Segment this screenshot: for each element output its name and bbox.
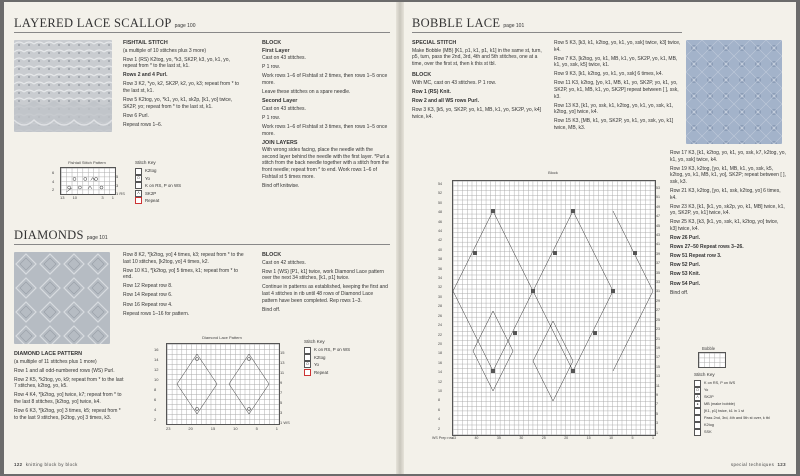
bobble-row: Row 9 K3, [k1, k2tog, yo, k1, yo, ssk] 6 times, k4. — [554, 71, 663, 78]
row-label: 10 — [438, 388, 442, 393]
row-label: 27 — [656, 308, 660, 313]
diamond-line: Row 10 K1, *[k2tog, yo] 5 times, k1; repeat from * to end. — [123, 267, 239, 281]
row-label: 50 — [438, 200, 442, 205]
bobble-mini-title: Bobble — [702, 346, 716, 351]
chart-symbols — [453, 181, 655, 435]
row-label: 12 — [438, 379, 442, 384]
col-label: 15 — [210, 426, 216, 431]
yo-icon: O — [694, 387, 701, 394]
row-label: 33 — [656, 280, 660, 285]
row-label: 13 — [280, 360, 285, 365]
chart-title: Diamond Lace Pattern — [202, 335, 242, 340]
fishtail-line: Rows 2 and 4 Purl. — [123, 72, 168, 79]
fishtail-line: Row 3 K2, *yo, k2, SK2P, k2, yo, k3; repeat from * to the last st, k1. — [123, 81, 240, 95]
key-item — [135, 182, 181, 189]
row-label: 28 — [438, 304, 442, 309]
block-line: Leave these stitches on a spare needle. — [262, 89, 351, 96]
row-label: 34 — [438, 276, 442, 281]
fishtail-line: (a multiple of 10 stitches plus 3 more) — [123, 47, 207, 54]
row-label: 23 — [656, 327, 660, 332]
row-label: 10 — [154, 377, 159, 382]
key-item — [694, 387, 770, 394]
special-heading: SPECIAL STITCH — [412, 40, 457, 46]
col-label: 3 — [101, 195, 104, 200]
row-label: 7 — [280, 390, 283, 395]
row-label: 49 — [656, 204, 660, 209]
diamond-line: (a multiple of 11 stitches plus 1 more) — [14, 358, 97, 365]
row-label: 19 — [656, 345, 660, 350]
row-label: 12 — [154, 367, 159, 372]
fishtail-line: Row 5 K2tog, yo, *k1, yo, k1, sk2p, [k1, yo] twice, SK2P, yo; repeat from * to the last st, k1. — [123, 97, 233, 110]
row-label: 3 — [116, 182, 119, 188]
chart-grid — [452, 180, 656, 436]
bobble-swatch — [686, 40, 782, 144]
chart-title: Block — [548, 170, 558, 175]
k2tog-icon — [694, 422, 701, 429]
row-label: 11 — [280, 370, 285, 375]
row-label: 2 — [154, 417, 157, 422]
diamond-rows-cont — [123, 252, 249, 320]
col-label: 5 — [255, 426, 258, 431]
row-label: 4 — [52, 178, 55, 184]
bobble-mini-chart — [698, 352, 726, 368]
ws-prep-label: WS Prep row — [432, 436, 454, 440]
diamond-heading: DIAMOND LACE PATTERN — [14, 351, 83, 357]
join-heading: JOIN LAYERS — [262, 139, 298, 146]
bobble-icon: ● — [694, 401, 701, 408]
row-label: 8 — [154, 387, 157, 392]
bobble-row: Row 5 K3, [k3, k1, k2tog, yo, k1, yo, ssk] twice, k3] twice, k4. — [554, 40, 681, 53]
chart-row-labels — [438, 180, 442, 434]
row-label: 48 — [438, 210, 442, 215]
row-label: 45 — [656, 223, 660, 228]
key-item — [304, 369, 350, 376]
block-line: Cast on 42 stitches. — [262, 259, 306, 266]
row-label: 6 — [154, 397, 157, 402]
diamond-line: Row 16 Repeat row 4. — [123, 301, 173, 308]
left-page — [4, 2, 398, 474]
page-ref: page 100 — [174, 23, 196, 29]
col-label: 23 — [166, 426, 171, 431]
lace-scallop-swatch — [14, 40, 112, 132]
diamond-line: Row 1 and all odd-numbered rows (WS) Purl. — [14, 367, 115, 374]
row-label: 7 — [656, 402, 658, 407]
fishtail-line: Row 6 Purl. — [123, 112, 149, 119]
first-layer-title: First Layer — [262, 47, 290, 54]
key-label: Yo — [145, 175, 150, 181]
fishtail-chart — [52, 160, 125, 204]
row-label: 5 — [116, 174, 119, 179]
col-label: 1 — [275, 426, 278, 431]
block-line: Row 3 K3, [k5, yo, SK2P, yo, k1, MB, k1, yo, SK2P, yo, k4] twice, k4. — [412, 107, 542, 120]
row-label: 14 — [438, 370, 442, 375]
key-item — [694, 401, 770, 408]
col-label: 13 — [60, 195, 65, 200]
row-label: 26 — [438, 313, 442, 318]
diamond-stitch-key — [304, 338, 350, 376]
fishtail-line: Repeat rows 1–6. — [123, 121, 163, 128]
row-label: 11 — [656, 383, 660, 388]
chart-title: Fishtail Stitch Pattern — [68, 160, 106, 165]
chart-col-labels — [166, 426, 278, 431]
row-label: 46 — [438, 219, 442, 224]
col-label: 10 — [609, 436, 614, 440]
row-label: 4 — [154, 407, 157, 412]
key-label: K2tog — [314, 354, 326, 360]
row-label: 16 — [154, 347, 159, 352]
diamond-line: Row 2 K5, *k2tog, yo, k9; repeat from * to the last 7 stitches, k2tog, yo, k5. — [14, 376, 124, 390]
row-label: 20 — [438, 341, 442, 346]
col-label: 10 — [72, 195, 78, 200]
row-label: 52 — [438, 191, 442, 196]
row-label: 9 — [280, 380, 283, 385]
row-label: 3 — [280, 410, 283, 415]
col-label: 30 — [519, 436, 524, 440]
block-line: With MC, cast on 43 stitches. P 1 row. — [412, 79, 497, 86]
bobble-row: Row 11 K3, k2tog, [yo, k1, MB, k1, yo, SK2P, yo, k1, yo, SK2P, yo, k1, MB, k1, yo, SK2P] repeat between [ ], ssk, k3. — [554, 80, 679, 100]
key-label: K2tog — [704, 422, 714, 427]
row-label: 1 WS — [280, 420, 290, 425]
row-label: 14 — [154, 357, 159, 362]
fishtail-line: Row 1 (RS) K2tog, yo, *k3, SK2P, k3, yo, k1, yo, repeat from * to the last st, k1. — [123, 56, 230, 70]
key-item — [694, 415, 770, 422]
fishtail-heading: FISHTAIL STITCH — [123, 40, 168, 46]
block-line: Row 1 (RS) Knit. — [412, 89, 451, 96]
knit-icon — [694, 380, 701, 387]
title-rule — [14, 32, 390, 33]
block-heading: BLOCK — [412, 72, 432, 79]
row-label: 39 — [656, 251, 660, 256]
section-title-layered-lace — [14, 16, 196, 31]
yo-icon: O — [304, 361, 311, 368]
col-label: 43 — [452, 436, 456, 440]
bobble-row: Bind off. — [670, 289, 689, 296]
running-footer: special techniques — [730, 462, 775, 467]
row-label: 51 — [656, 195, 660, 200]
key-label: [K1, p1] twice, k1 in 1 st — [704, 408, 745, 413]
key-title: Stitch Key — [694, 372, 715, 377]
bobble-rows-lower — [670, 150, 786, 299]
pass-over-icon — [694, 415, 701, 422]
folio-right — [731, 462, 786, 467]
block-line: Bind off. — [262, 306, 281, 313]
title-text: DIAMONDS — [14, 228, 84, 242]
key-label: K on RS, P on WS — [704, 380, 736, 385]
diamond-swatch — [14, 252, 110, 344]
bobble-block-chart — [438, 170, 666, 444]
bobble-row: Row 19 K3, k2tog, [yo, k1, MB, k1, yo, ssk, k5, k2tog, yo, k1, MB, k1, yo], SK2P; repeat between [ ], ssk, k3. — [670, 165, 786, 185]
row-label: 9 — [656, 392, 658, 397]
sk2p-icon: Λ — [694, 394, 701, 401]
row-label: 13 — [656, 374, 660, 379]
row-label: 1 RS — [116, 191, 125, 197]
diamond-line: Row 8 K2, *[k2tog, yo] 4 times, k3; repeat from * to the last 10 stitches, [k2tog, yo] 4 times, k2. — [123, 252, 244, 265]
folio-left — [14, 462, 78, 467]
knit-icon — [135, 182, 142, 189]
chart-grid — [166, 343, 280, 425]
row-label: 25 — [656, 317, 660, 322]
chart-col-labels — [60, 195, 114, 200]
row-label: 24 — [438, 323, 442, 328]
bobble-rows-text — [554, 40, 682, 134]
chart-row-labels-right — [656, 184, 660, 438]
second-layer-title: Second Layer — [262, 98, 298, 105]
page-number: 123 — [777, 462, 786, 467]
row-label: 54 — [438, 182, 442, 186]
bobble-row: Row 15 K3, [MB, k1, yo, SK2P, yo, k1, yo, ssk, yo, k1] twice, MB, k3. — [554, 118, 674, 132]
row-label: 32 — [438, 285, 442, 290]
row-label: 3 — [656, 421, 658, 426]
block-heading: BLOCK — [262, 252, 282, 258]
row-label: 17 — [656, 355, 660, 360]
row-label: 8 — [438, 398, 440, 403]
key-label: K2tog — [145, 168, 157, 174]
block-line: P 1 row. — [262, 64, 280, 71]
key-item — [694, 429, 770, 436]
bobble-row: Row 7 K3, [k2tog, yo, k1, MB, k1, yo, SK2P, yo, k1, MB, k1, yo, ssk, k5] twice, k1. — [554, 55, 678, 69]
col-label: 25 — [541, 436, 546, 440]
title-rule — [412, 32, 682, 33]
diamond-line: Row 4 K4, *[k2tog, yo] twice, k7; repeat from * to the last 8 stitches, [k2tog, yo] twice, k4. — [14, 392, 122, 406]
bobble-stitch-key — [694, 372, 770, 436]
diamond-block-text — [262, 252, 390, 316]
row-label: 22 — [438, 332, 442, 337]
diamond-line: Repeat rows 1–16 for pattern. — [123, 310, 190, 317]
key-label: Repeat — [314, 369, 329, 375]
row-label: 35 — [656, 270, 660, 275]
block-line: Cast on 43 stitches. — [262, 105, 306, 112]
row-label: 6 — [52, 170, 55, 175]
row-label: 53 — [656, 186, 660, 190]
key-item — [135, 197, 181, 204]
row-label: 16 — [438, 360, 442, 365]
repeat-icon — [304, 369, 311, 376]
key-item — [694, 394, 770, 401]
key-label: SK2P — [704, 394, 714, 399]
book-spread — [4, 2, 796, 474]
key-label: SSK — [704, 429, 712, 434]
row-label: 5 — [656, 411, 658, 416]
col-label: 40 — [474, 436, 479, 440]
col-label: 35 — [496, 436, 501, 440]
row-label: 29 — [656, 298, 660, 303]
block-line: Row 1 (WS) [P1, k1] twice, work Diamond Lace pattern over the next 34 stitches, [k1, p1] twice. — [262, 268, 384, 282]
knit-icon — [304, 347, 311, 354]
bobble-row: Row 25 K3, [k3, [k1, yo, ssk, k1, k2tog, yo] twice, k3] twice, k4. — [670, 219, 779, 232]
key-item — [694, 380, 770, 387]
row-label: 31 — [656, 289, 660, 294]
row-label: 21 — [656, 336, 660, 341]
key-item — [135, 175, 181, 182]
join-text: With wrong sides facing, place the needle with the second layer behind the needle with the first layer. *Purl a stitch from the back needle together with a stitch from the front needle; repeat from * to end. Work rows 1–6 of Fishtail st 5 times more. — [262, 147, 390, 180]
diamond-lace-text — [14, 351, 126, 424]
block-line: Continue in patterns as established, keeping the first and last 4 stitches in rib until 48 rows of Diamond Lace pattern have been completed. Rep rows 1–3. — [262, 284, 388, 304]
key-title: Stitch Key — [135, 160, 156, 165]
bobble-row: Row 54 Purl. — [670, 280, 701, 287]
right-page — [402, 2, 796, 474]
bobble-row: Row 17 K3, [k1, k2tog, yo, k1, yo, ssk, k7, k2tog, yo, k1, yo, ssk] twice, k4. — [670, 150, 786, 163]
row-label: 47 — [656, 214, 660, 219]
key-label: SK2P — [145, 190, 157, 196]
title-rule — [14, 244, 390, 245]
chart-row-labels — [52, 169, 54, 195]
key-item — [304, 354, 350, 361]
ssk-icon — [694, 429, 701, 436]
chart-grid — [60, 167, 116, 195]
row-label: 30 — [438, 294, 442, 299]
key-label: Yo — [704, 387, 709, 392]
col-label: 1 — [111, 195, 114, 200]
key-label: Pass 2nd, 3rd, 4th and 5th st over, k tbl — [704, 415, 770, 420]
bobble-row: Row 21 K3, k2tog, [yo, k1, ssk, k2tog, yo] 6 times, k4. — [670, 187, 781, 201]
section-title-bobble-lace — [412, 16, 524, 31]
page-ref: page 101 — [503, 23, 525, 29]
block-line: Row 2 and all WS rows Purl. — [412, 98, 479, 105]
fishtail-stitch-text — [123, 40, 243, 131]
key-label: K on RS, P on WS — [145, 183, 182, 189]
key-label: Repeat — [145, 198, 160, 204]
fishtail-stitch-key — [135, 159, 181, 204]
diamond-lace-chart — [152, 335, 292, 435]
page-number: 122 — [14, 462, 23, 467]
row-label: 6 — [438, 407, 440, 412]
row-label: 44 — [438, 229, 442, 234]
diamond-line: Row 6 K3, *[k2tog, yo] 3 times, k5; repeat from * to the last 9 stitches, [k2tog, yo] 3 times, k3. — [14, 408, 121, 421]
chart-row-labels-right — [116, 173, 125, 199]
row-label: 40 — [438, 247, 442, 252]
col-label: 1 — [651, 436, 654, 440]
row-label: 41 — [656, 242, 660, 247]
row-label: 36 — [438, 266, 442, 271]
col-label: 10 — [233, 426, 238, 431]
key-item — [304, 346, 350, 353]
key-item — [694, 422, 770, 429]
key-item — [694, 408, 770, 415]
key-item — [135, 190, 181, 197]
key-item — [304, 361, 350, 368]
row-label: 18 — [438, 351, 442, 356]
chart-symbols — [61, 168, 115, 194]
page-ref: page 101 — [86, 235, 108, 241]
bind-off-text: Bind off knitwise. — [262, 182, 300, 189]
bobble-row: Row 13 K3, [k1, yo, ssk, k1, k2tog, yo, k1, yo, ssk, k1, k2tog, yo] twice, k4. — [554, 102, 674, 116]
row-label: 1 — [656, 430, 658, 435]
col-label: 15 — [586, 436, 591, 440]
bobble-row: Row 51 Repeat row 3. — [670, 253, 722, 260]
block-line: Work rows 1–6 of Fishtail st 3 times, then rows 1–5 once more. — [262, 123, 388, 137]
bobble-row: Row 23 K3, [k1, [k1, yo, sk2p, yo, k1, MB] twice, k1, yo, SK2P, yo, k1] twice, k4. — [670, 203, 785, 217]
row-label: 37 — [656, 261, 660, 266]
col-label: 5 — [631, 436, 634, 440]
chart-row-labels — [154, 345, 158, 425]
bobble-special-text — [412, 40, 544, 123]
row-label: 2 — [438, 426, 440, 431]
row-label: 4 — [438, 417, 440, 422]
k2tog-icon — [304, 354, 311, 361]
title-text: BOBBLE LACE — [412, 16, 501, 30]
chart-symbols — [167, 344, 279, 424]
row-label: 5 — [280, 400, 283, 405]
row-label: 2 — [52, 187, 55, 193]
row-label: 43 — [656, 233, 660, 238]
row-label: 38 — [438, 257, 442, 262]
bobble-row: Rows 27–50 Repeat rows 3–26. — [670, 244, 744, 251]
block-heading: BLOCK — [262, 40, 282, 46]
special-text: Make Bobble (MB) [K1, p1, k1, p1, k1] in the same st, turn, p5, turn, pass the 2nd, 3rd, 4th and 5th stitches, one at a time, over the first st, then k this st tbl. — [412, 47, 542, 67]
block-line: Work rows 1–6 of Fishtail st 2 times, then rows 1–5 once more. — [262, 73, 388, 86]
key-item — [135, 167, 181, 174]
diamond-line: Row 14 Repeat row 6. — [123, 292, 173, 299]
repeat-icon — [135, 197, 142, 204]
sk2p-icon: Λ — [135, 190, 142, 197]
row-label: 15 — [280, 350, 285, 355]
layered-block-text — [262, 40, 390, 192]
yo-icon: O — [135, 175, 142, 182]
section-title-diamonds — [14, 228, 108, 243]
col-label: 20 — [188, 426, 193, 431]
key-label: MB (make bobble) — [704, 401, 736, 406]
chart-col-labels — [452, 436, 654, 440]
title-text: LAYERED LACE SCALLOP — [14, 16, 172, 30]
bobble-row: Row 26 Purl. — [670, 235, 701, 242]
key-label: K on RS, P on WS — [314, 347, 351, 353]
col-label: 20 — [564, 436, 569, 440]
running-footer: knitting block by block — [25, 462, 78, 467]
key-label: Yo — [314, 362, 319, 368]
bobble-row: Row 53 Knit. — [670, 271, 701, 278]
diamond-line: Row 12 Repeat row 8. — [123, 283, 173, 290]
k2tog-icon — [135, 168, 142, 175]
row-label: 15 — [656, 364, 660, 369]
chart-row-labels-right — [280, 348, 290, 428]
row-label: 42 — [438, 238, 442, 243]
bobble-row: Row 52 Purl. — [670, 262, 701, 269]
key-title: Stitch Key — [304, 339, 325, 344]
block-line: P 1 row. — [262, 114, 280, 121]
increase-icon — [694, 408, 701, 415]
block-line: Cast on 43 stitches. — [262, 55, 306, 62]
